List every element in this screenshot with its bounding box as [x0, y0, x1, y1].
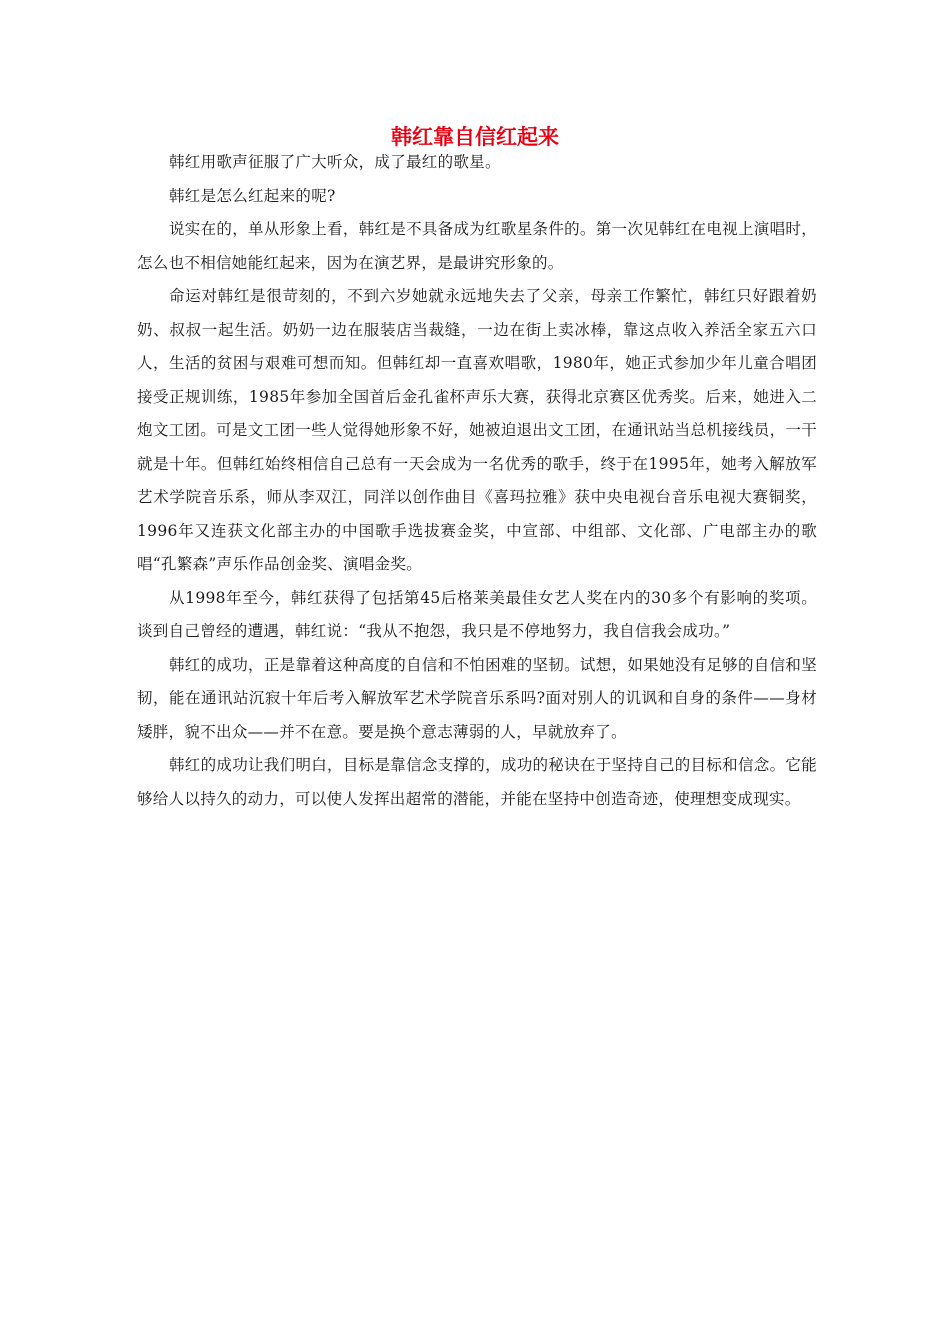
paragraph-5: 从1998年至今，韩红获得了包括第45后格莱美最佳女艺人奖在内的30多个有影响的奖项。谈到自己曾经的遭遇，韩红说：“我从不抱怨，我只是不停地努力，我自信我会成功。”: [137, 588, 817, 640]
paragraph-3: 说实在的，单从形象上看，韩红是不具备成为红歌星条件的。第一次见韩红在电视上演唱时，怎么也不相信她能红起来，因为在演艺界，是最讲究形象的。: [137, 220, 817, 272]
document-title: 韩红靠自信红起来: [391, 125, 559, 149]
paragraph-7: 韩红的成功让我们明白，目标是靠信念支撑的，成功的秘诀在于坚持自己的目标和信念。它能够给人以持久的动力，可以使人发挥出超常的潜能，并能在坚持中创造奇迹，使理想变成现实。: [137, 756, 817, 808]
paragraph-4: 命运对韩红是很苛刻的，不到六岁她就永远地失去了父亲，母亲工作繁忙，韩红只好跟着奶奶、叔叔一起生活。奶奶一边在服装店当裁缝，一边在街上卖冰棒，靠这点收入养活全家五六口人，生活的贫困与艰难可想而知。但韩红却一直喜欢唱歌，1980年，她正式参加少年儿童合唱团接受正规训练，1985年参加全国首后金孔雀杯声乐大赛，获得北京赛区优秀奖。后来，她进入二炮文工团。可是文工团一些人觉得她形象不好，她被迫退出文工团，在通讯站当总机接线员，一干就是十年。但韩红始终相信自己总有一天会成为一名优秀的歌手，终于在1995年，她考入解放军艺术学院音乐系，师从李双江，同洋以创作曲目《喜玛拉雅》获中央电视台音乐电视大赛铜奖，1996年又连获文化部主办的中国歌手选拔赛金奖，中宣部、中组部、文化部、广电部主办的歌唱“孔繁森”声乐作品创金奖、演唱金奖。: [137, 287, 817, 573]
paragraph-2: 韩红是怎么红起来的呢?: [169, 186, 336, 205]
paragraph-6: 韩红的成功，正是靠着这种高度的自信和不怕困难的坚韧。试想，如果她没有足够的自信和坚韧，能在通讯站沉寂十年后考入解放军艺术学院音乐系吗?面对别人的讥讽和自身的条件——身材矮胖，貌不出众——并不在意。要是换个意志薄弱的人，早就放弃了。: [137, 655, 817, 741]
paragraph-1: 韩红用歌声征服了广大听众，成了最红的歌星。: [169, 153, 501, 171]
document-body: [137, 146, 817, 816]
